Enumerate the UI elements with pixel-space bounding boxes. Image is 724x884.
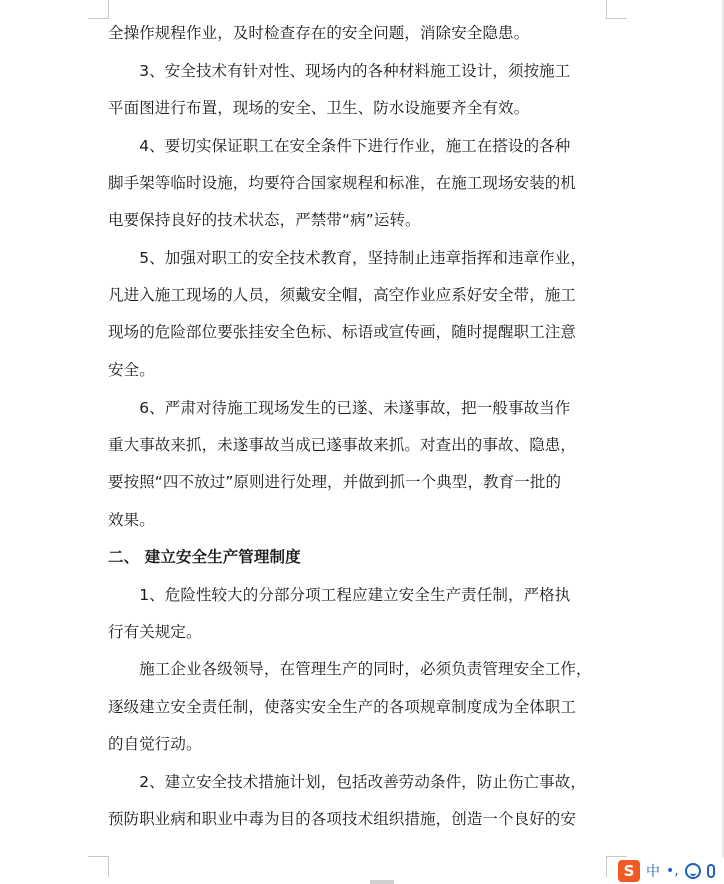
margin-corner-top-right: [606, 0, 627, 19]
text-line: 现场的危险部位要张挂安全色标、标语或宣传画，随时提醒职工注意: [108, 323, 577, 341]
text-line: 5、加强对职工的安全技术教育，坚持制止违章指挥和违章作业，: [108, 249, 586, 267]
text-line: 电要保持良好的技术状态，严禁带“病”运转。: [108, 211, 421, 229]
text-line: 凡进入施工现场的人员，须戴安全帽，高空作业应系好安全带，施工: [108, 286, 577, 304]
horizontal-scroll-thumb[interactable]: [370, 880, 394, 884]
text-line: 1、危险性较大的分部分项工程应建立安全生产责任制，严格执: [108, 586, 571, 604]
text-line: 的自觉行动。: [108, 735, 202, 753]
text-line: 4、要切实保证职工在安全条件下进行作业，施工在搭设的各种: [108, 137, 571, 155]
text-line: 行有关规定。: [108, 623, 202, 641]
smile-icon[interactable]: [685, 863, 701, 879]
text-line: 3、安全技术有针对性、现场内的各种材料施工设计，须按施工: [108, 62, 571, 80]
microphone-icon[interactable]: [707, 864, 715, 878]
text-line: 安全。: [108, 361, 155, 379]
text-line: 平面图进行布置，现场的安全、卫生、防水设施要齐全有效。: [108, 99, 530, 117]
text-line: 逐级建立安全责任制，使落实安全生产的各项规章制度成为全体职工: [108, 698, 577, 716]
text-line: 重大事故来抓，未遂事故当成已遂事故来抓。对查出的事故、隐患，: [108, 436, 577, 454]
ime-toolbar[interactable]: [614, 858, 724, 884]
ime-punctuation-toggle[interactable]: •,: [666, 863, 679, 879]
margin-corner-bottom-left: [88, 856, 109, 877]
margin-corner-top-left: [88, 0, 109, 19]
ime-logo-icon[interactable]: S: [618, 860, 640, 882]
text-line: 施工企业各级领导，在管理生产的同时，必须负责管理安全工作，: [108, 660, 592, 678]
text-line: 预防职业病和职业中毒为目的各项技术组织措施，创造一个良好的安: [108, 810, 577, 828]
section-heading: 二、 建立安全生产管理制度: [108, 548, 301, 566]
ime-mode-toggle[interactable]: 中: [646, 864, 660, 880]
text-line: 全操作规程作业，及时检查存在的安全问题，消除安全隐患。: [108, 24, 530, 42]
text-line: 2、建立安全技术措施计划，包括改善劳动条件，防止伤亡事故，: [108, 773, 586, 791]
text-line: 脚手架等临时设施，均要符合国家规程和标准，在施工现场安装的机: [108, 174, 577, 192]
text-line: 效果。: [108, 511, 155, 529]
text-line: 6、严肃对待施工现场发生的已遂、未遂事故，把一般事故当作: [108, 399, 571, 417]
text-line: 要按照“四不放过”原则进行处理，并做到抓一个典型，教育一批的: [108, 473, 562, 491]
